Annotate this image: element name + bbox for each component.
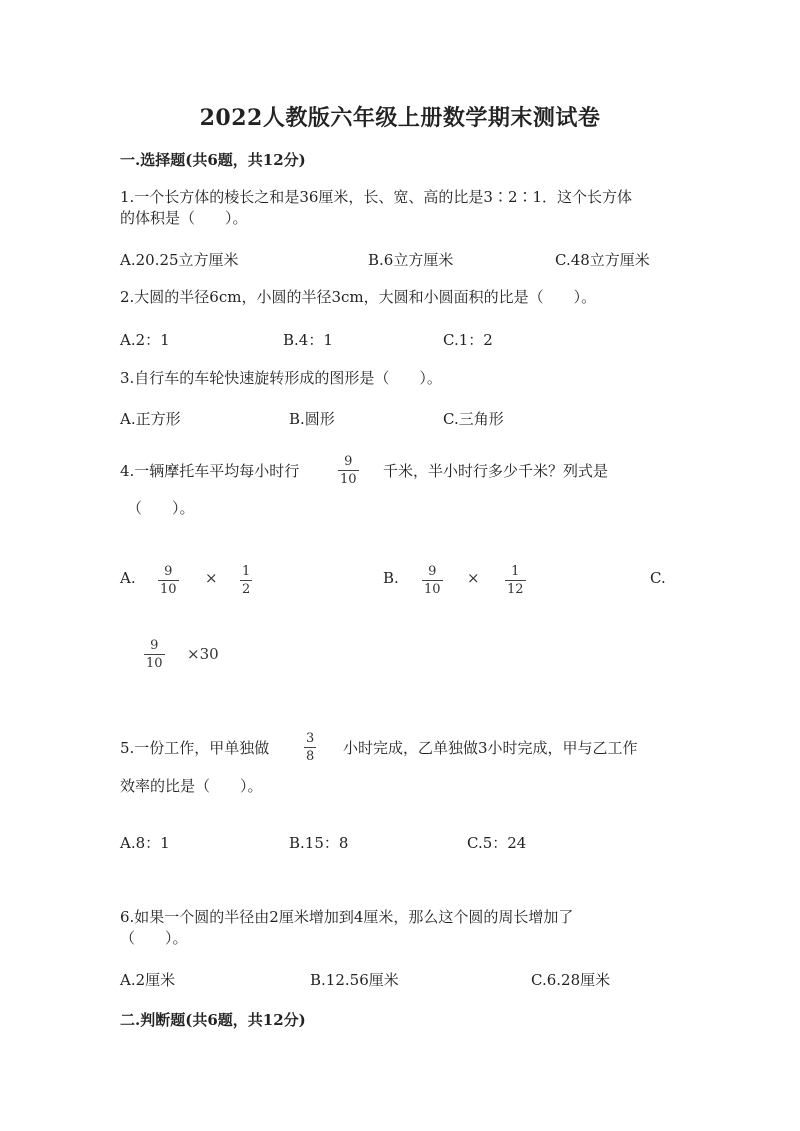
fraction-numerator: 1 — [242, 564, 251, 579]
fraction-bar — [422, 580, 443, 581]
question-4-option-a-fraction-1 — [158, 564, 179, 597]
question-6-option-b: B.12.56厘米 — [310, 971, 399, 989]
question-6-option-a: A.2厘米 — [120, 971, 176, 989]
question-3-option-c: C.三角形 — [443, 410, 504, 428]
page-title: 2022人教版六年级上册数学期末测试卷 — [199, 105, 601, 131]
question-4-option-b-label: B. — [383, 569, 399, 587]
fraction-numerator: 9 — [150, 638, 159, 653]
question-1-line-2: 的体积是（ ）。 — [120, 209, 248, 227]
question-4-option-a-label: A. — [120, 569, 136, 587]
question-3-text: 3.自行车的车轮快速旋转形成的图形是（ ）。 — [120, 369, 442, 387]
question-4-text-start: 4.一辆摩托车平均每小时行 — [120, 462, 300, 480]
question-4-fraction — [338, 454, 359, 487]
question-1-option-c: C.48立方厘米 — [555, 251, 650, 269]
fraction-denominator: 8 — [306, 749, 315, 764]
question-1-option-b: B.6立方厘米 — [368, 251, 454, 269]
section-choice-heading: 一.选择题(共6题，共12分) — [120, 151, 306, 169]
question-5-fraction — [304, 731, 316, 764]
question-4-option-c-tail: ×30 — [187, 645, 219, 663]
question-2-text: 2.大圆的半径6cm，小圆的半径3cm，大圆和小圆面积的比是（ ）。 — [120, 288, 597, 306]
question-6-line-2: （ ）。 — [120, 929, 188, 947]
question-6-option-c: C.6.28厘米 — [531, 971, 611, 989]
question-5-text-end: 小时完成，乙单独做3小时完成，甲与乙工作 — [343, 739, 638, 757]
fraction-bar — [158, 580, 179, 581]
fraction-denominator: 10 — [340, 472, 357, 487]
fraction-bar — [505, 580, 526, 581]
section-judgement-heading: 二.判断题(共6题，共12分) — [120, 1011, 306, 1029]
multiply-sign: × — [467, 569, 480, 587]
question-4-option-c-fraction — [144, 638, 165, 671]
question-4-option-b-fraction-2 — [505, 564, 526, 597]
question-6-line-1: 6.如果一个圆的半径由2厘米增加到4厘米，那么这个圆的周长增加了 — [120, 908, 574, 926]
multiply-sign: × — [205, 569, 218, 587]
question-5-option-a: A.8：1 — [120, 834, 170, 852]
question-1-option-a: A.20.25立方厘米 — [120, 251, 239, 269]
question-5-option-b: B.15：8 — [289, 834, 349, 852]
question-4-option-b-fraction-1 — [422, 564, 443, 597]
fraction-numerator: 3 — [306, 731, 315, 746]
fraction-bar — [338, 470, 359, 471]
question-3-option-a: A.正方形 — [120, 410, 181, 428]
fraction-numerator: 9 — [428, 564, 437, 579]
question-5-text-start: 5.一份工作，甲单独做 — [120, 739, 270, 757]
question-4-line-2: （ ）。 — [127, 499, 195, 517]
fraction-denominator: 10 — [160, 582, 177, 597]
fraction-denominator: 12 — [507, 582, 524, 597]
fraction-numerator: 1 — [511, 564, 520, 579]
question-4-text-end: 千米，半小时行多少千米？列式是 — [383, 462, 609, 480]
question-2-option-a: A.2：1 — [120, 331, 170, 349]
fraction-bar — [304, 747, 316, 748]
fraction-denominator: 10 — [146, 656, 163, 671]
question-2-option-b: B.4：1 — [283, 331, 333, 349]
question-2-option-c: C.1：2 — [443, 331, 493, 349]
question-5-line-2: 效率的比是（ ）。 — [120, 777, 263, 795]
fraction-bar — [144, 654, 165, 655]
fraction-denominator: 10 — [424, 582, 441, 597]
question-3-option-b: B.圆形 — [289, 410, 335, 428]
fraction-denominator: 2 — [242, 582, 251, 597]
question-1-line-1: 1.一个长方体的棱长之和是36厘米，长、宽、高的比是3∶2∶1．这个长方体 — [120, 188, 633, 206]
question-5-option-c: C.5：24 — [467, 834, 527, 852]
fraction-bar — [240, 580, 252, 581]
fraction-numerator: 9 — [164, 564, 173, 579]
question-4-option-a-fraction-2 — [240, 564, 252, 597]
fraction-numerator: 9 — [344, 454, 353, 469]
question-4-option-c-label: C. — [650, 569, 666, 587]
